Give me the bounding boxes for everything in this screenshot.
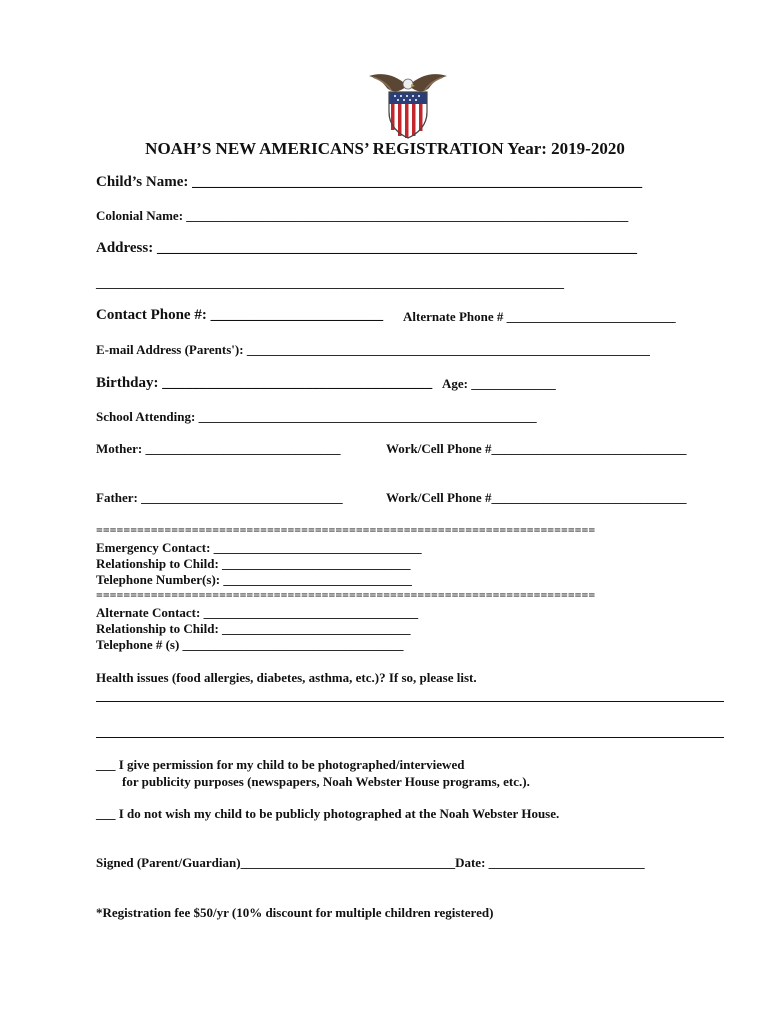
child-name-field[interactable]: Child’s Name: ____________________________________________________________	[96, 174, 643, 190]
separator-2: =========================================================================	[96, 588, 596, 602]
signature-date-field[interactable]: Signed (Parent/Guardian)_________________________________Date: ________________________	[96, 855, 645, 870]
alternate-contact-field[interactable]: Alternate Contact: _________________________________	[96, 605, 419, 620]
emergency-contact-field[interactable]: Emergency Contact: ________________________________	[96, 540, 422, 555]
alternate-telephone-field[interactable]: Telephone # (s) __________________________________	[96, 637, 404, 652]
photo-permission-option[interactable]: ___ I give permission for my child to be photographed/interviewed	[96, 757, 465, 772]
address-line2-field[interactable]: ________________________________________________________________________	[96, 275, 564, 290]
photo-decline-option[interactable]: ___ I do not wish my child to be publicly photographed at the Noah Webster House.	[96, 806, 560, 821]
father-field[interactable]: Father: _______________________________	[96, 490, 343, 505]
alternate-relationship-field[interactable]: Relationship to Child: _____________________________	[96, 621, 411, 636]
mother-field[interactable]: Mother: ______________________________	[96, 441, 341, 456]
contact-phone-field[interactable]: Contact Phone #: _______________________	[96, 307, 384, 323]
alternate-phone-field[interactable]: Alternate Phone # __________________________	[403, 309, 676, 324]
photo-permission-detail: for publicity purposes (newspapers, Noah Webster House programs, etc.).	[122, 774, 530, 789]
email-field[interactable]: E-mail Address (Parents'): ______________________________________________________________	[96, 342, 650, 357]
emergency-relationship-field[interactable]: Relationship to Child: _____________________________	[96, 556, 411, 571]
health-line-2[interactable]	[96, 737, 724, 738]
school-field[interactable]: School Attending: ____________________________________________________	[96, 409, 537, 424]
eagle-shield-logo-icon	[365, 66, 451, 140]
page-title: NOAH’S NEW AMERICANS’ REGISTRATION Year: 2019-2020	[145, 139, 625, 158]
health-issues-label: Health issues (food allergies, diabetes, asthma, etc.)? If so, please list.	[96, 670, 477, 685]
health-line-1[interactable]	[96, 701, 724, 702]
father-phone-field[interactable]: Work/Cell Phone #______________________________	[386, 490, 687, 505]
address-field[interactable]: Address: ________________________________________________________________	[96, 240, 637, 256]
colonial-name-field[interactable]: Colonial Name: ____________________________________________________________________	[96, 208, 629, 223]
registration-fee-note: *Registration fee $50/yr (10% discount for multiple children registered)	[96, 905, 494, 920]
birthday-field[interactable]: Birthday: ____________________________________	[96, 375, 433, 391]
separator-1: =========================================================================	[96, 523, 596, 537]
age-field[interactable]: Age: _____________	[442, 376, 556, 391]
emergency-telephone-field[interactable]: Telephone Number(s): _____________________________	[96, 572, 412, 587]
mother-phone-field[interactable]: Work/Cell Phone #______________________________	[386, 441, 687, 456]
